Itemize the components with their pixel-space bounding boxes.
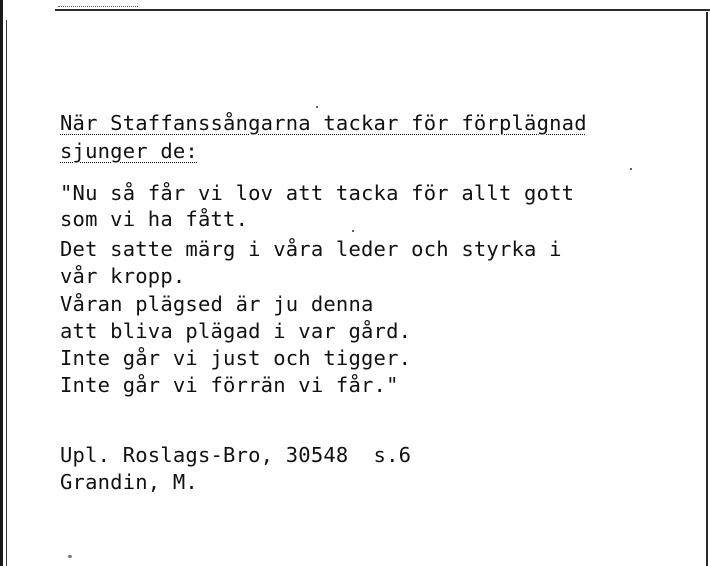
card-right-edge bbox=[706, 12, 708, 566]
verse-line-3: Det satte märg i våra leder och styrka i bbox=[60, 237, 562, 261]
paper-speck bbox=[68, 555, 72, 558]
heading-line-1: När Staffanssångarna tackar för förplägnad bbox=[60, 111, 587, 135]
verse-line-5: Våran plägsed är ju denna bbox=[60, 292, 374, 316]
verse-line-1: "Nu så får vi lov att tacka för allt gott bbox=[60, 181, 575, 205]
source-location-line: Upl. Roslags-Bro, 30548 s.6 bbox=[60, 443, 412, 467]
card-top-rule bbox=[55, 9, 710, 11]
paper-speck bbox=[352, 230, 354, 232]
source-collector-line: Grandin, M. bbox=[60, 470, 198, 494]
paper-speck bbox=[630, 168, 632, 170]
card-left-edge bbox=[0, 0, 3, 566]
verse-line-4: vår kropp. bbox=[60, 264, 186, 288]
verse-line-8: Inte går vi förrän vi får." bbox=[60, 373, 399, 397]
card-top-rule-marks bbox=[58, 6, 138, 9]
heading-line-2: sjunger de: bbox=[60, 139, 198, 163]
verse-line-2: som vi ha fått. bbox=[60, 207, 249, 231]
paper-speck bbox=[316, 106, 318, 108]
card-left-inner-edge bbox=[6, 20, 7, 566]
verse-line-7: Inte går vi just och tigger. bbox=[60, 346, 412, 370]
verse-line-6: att bliva plägad i var gård. bbox=[60, 319, 412, 343]
